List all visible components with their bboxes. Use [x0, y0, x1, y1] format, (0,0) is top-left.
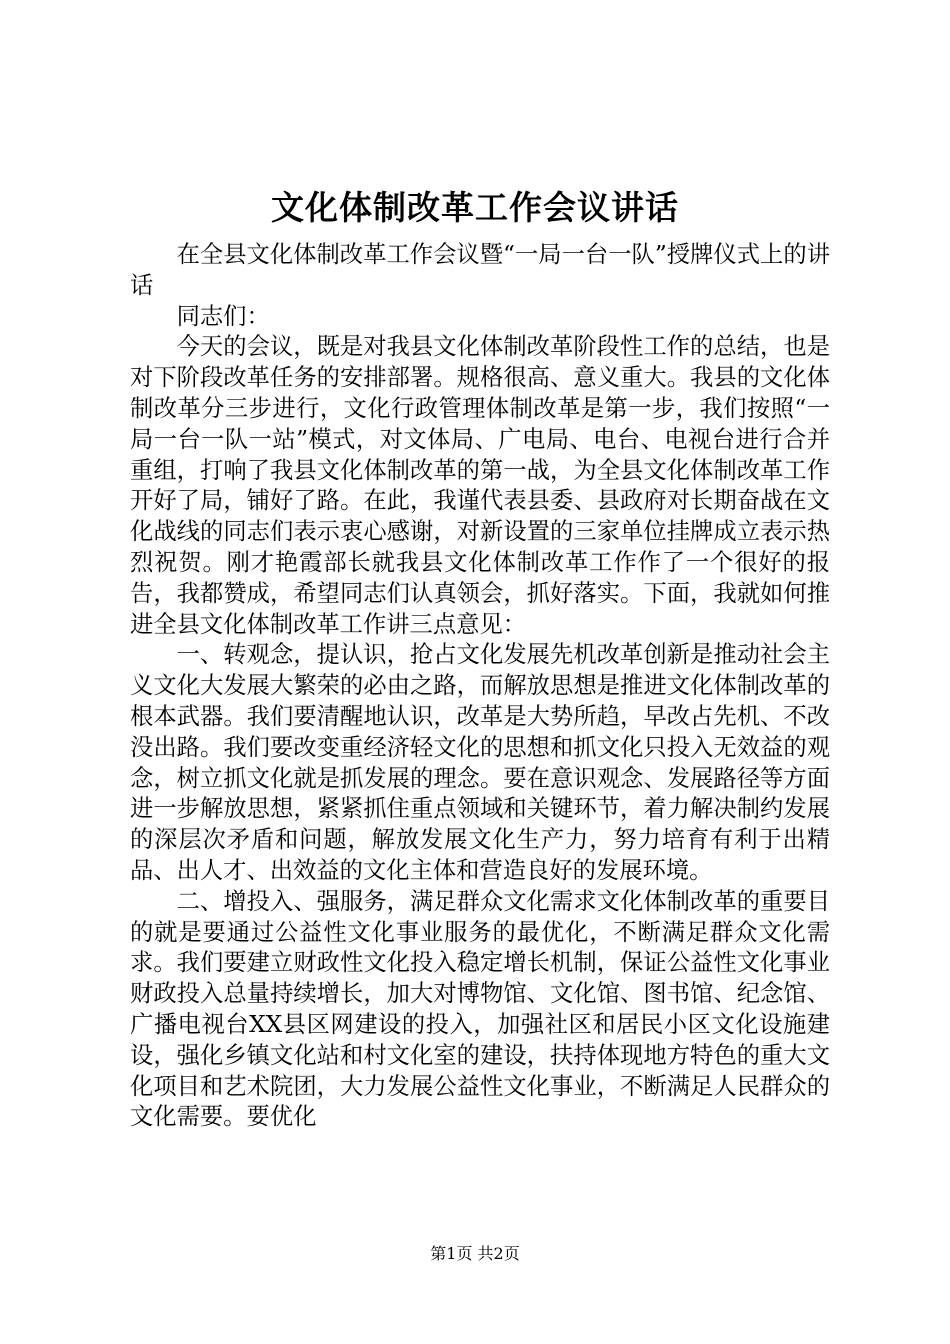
page-footer: 第1页 共2页	[430, 1244, 520, 1263]
body-paragraph: 二、增投入、强服务，满足群众文化需求文化体制改革的重要目的就是要通过公益性文化事业服务的最优化，不断满足群众文化需求。我们要建立财政性文化投入稳定增长机制，保证公益性文化事业财政投入总量持续增长，加大对博物馆、文化馆、图书馆、纪念馆、广播电视台XX县区网建设的投入，加强社区和居民小区文化设施建设，强化乡镇文化站和村文化室的建设，扶持体现地方特色的重大文化项目和艺术院团，大力发展公益性文化事业，不断满足人民群众的文化需要。要优化	[130, 887, 830, 1131]
subtitle-paragraph: 在全县文化体制改革工作会议暨“一局一台一队”授牌仪式上的讲话	[130, 241, 830, 299]
body-paragraph: 今天的会议，既是对我县文化体制改革阶段性工作的总结，也是对下阶段改革任务的安排部署。规格很高、意义重大。我县的文化体制改革分三步进行，文化行政管理体制改革是第一步，我们按照“一局一台一队一站”模式，对文体局、广电局、电台、电视台进行合并重组，打响了我县文化体制改革的第一战，为全县文化体制改革工作开好了局，铺好了路。在此，我谨代表县委、县政府对长期奋战在文化战线的同志们表示衷心感谢，对新设置的三家单位挂牌成立表示热烈祝贺。刚才艳霞部长就我县文化体制改革工作作了一个很好的报告，我都赞成，希望同志们认真领会，抓好落实。下面，我就如何推进全县文化体制改革工作讲三点意见：	[130, 333, 830, 638]
document-body	[130, 240, 830, 1133]
salutation-paragraph: 同志们：	[176, 302, 270, 330]
document-title: 文化体制改革工作会议讲话	[271, 188, 679, 227]
body-paragraph: 一、转观念，提认识，抢占文化发展先机改革创新是推动社会主义文化大发展大繁荣的必由之路，而解放思想是推进文化体制改革的根本武器。我们要清醒地认识，改革是大势所趋，早改占先机、不改没出路。我们要改变重经济轻文化的思想和抓文化只投入无效益的观念，树立抓文化就是抓发展的理念。要在意识观念、发展路径等方面进一步解放思想，紧紧抓住重点领域和关键环节，着力解决制约发展的深层次矛盾和问题，解放发展文化生产力，努力培育有利于出精品、出人才、出效益的文化主体和营造良好的发展环境。	[130, 641, 830, 884]
